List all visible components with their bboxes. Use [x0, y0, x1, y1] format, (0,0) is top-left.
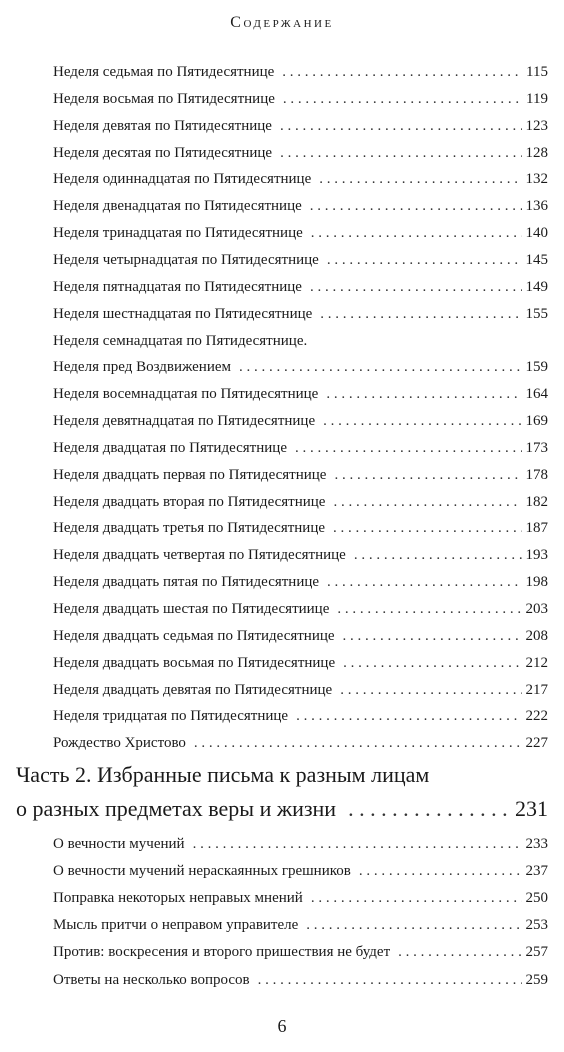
toc-entry — [53, 863, 548, 880]
part2-heading-line2: о разных предметах веры и жизни — [16, 796, 337, 821]
toc-entry-title: Неделя пятнадцатая по Пятидесятнице — [53, 278, 302, 295]
leader-dots — [258, 972, 522, 989]
toc-entry-page: 115 — [526, 64, 548, 80]
toc-entry — [53, 944, 548, 961]
leader-dots — [283, 91, 522, 108]
toc-entry-page: 233 — [525, 836, 548, 852]
leader-dots — [343, 655, 521, 672]
toc-entry-page: 159 — [525, 359, 548, 376]
toc-entry-page: 222 — [525, 708, 548, 725]
toc-entry-title: Неделя пред Воздвижением — [53, 359, 232, 376]
toc-entry — [53, 171, 548, 188]
leader-dots — [333, 494, 521, 511]
toc-entry — [53, 279, 548, 296]
toc-entry-title: Неделя двадцать девятая по Пятидесятнице — [53, 681, 333, 698]
leader-dots — [319, 171, 521, 188]
toc-entry — [53, 413, 548, 430]
toc-entry-title: Неделя одиннадцатая по Пятидесятнице — [53, 171, 312, 188]
leader-dots — [334, 467, 521, 484]
leader-dots — [310, 279, 522, 296]
toc-entry-title: Поправка некоторых неправых мнений — [53, 890, 303, 907]
toc-entry — [53, 890, 548, 907]
leader-dots — [323, 413, 521, 430]
toc-entry — [53, 601, 548, 618]
part2-heading-line1: Часть 2. Избранные письма к разным лицам — [16, 762, 430, 787]
toc-entry-title: Рождество Христово — [53, 735, 186, 752]
toc-entry-title: Неделя двадцать седьмая по Пятидесятнице — [53, 627, 335, 644]
leader-dots — [337, 601, 521, 618]
toc-entry-page: 237 — [525, 863, 548, 880]
leader-dots — [327, 574, 521, 591]
toc-entry — [53, 735, 548, 752]
toc-entry-page: 217 — [525, 681, 548, 698]
toc-entry — [53, 333, 548, 350]
toc-entry-page: 227 — [525, 735, 548, 752]
leader-dots — [306, 917, 521, 934]
leader-dots — [310, 198, 522, 215]
toc-entry — [53, 118, 548, 135]
leader-dots — [295, 440, 522, 457]
leader-dots — [280, 118, 522, 135]
toc-entry-title: Неделя восьмая по Пятидесятнице — [53, 90, 275, 107]
toc-entry-page: 164 — [525, 386, 548, 403]
toc-entry — [53, 574, 548, 591]
leader-dots — [326, 386, 521, 403]
leader-dots — [327, 252, 522, 269]
leader-dots — [282, 64, 522, 81]
leader-dots — [348, 796, 509, 822]
toc-entry-page: 193 — [525, 547, 548, 564]
toc-entry — [53, 91, 548, 108]
toc-entry-title: О вечности мучений нераскаянных грешников — [53, 863, 351, 880]
toc-entry — [53, 836, 548, 853]
toc-entry-page: 203 — [525, 601, 548, 617]
leader-dots — [280, 145, 521, 162]
toc-entry-page: 132 — [525, 171, 548, 188]
toc-entry — [53, 494, 548, 511]
toc-entry-title: Неделя тринадцатая по Пятидесятнице — [53, 225, 303, 242]
toc-entry-title: Неделя двадцать вторая по Пятидесятнице — [53, 493, 326, 510]
part2-heading-entry — [16, 796, 548, 822]
toc-entry — [53, 972, 548, 989]
page-number: 6 — [277, 1016, 287, 1036]
leader-dots — [296, 708, 521, 725]
toc-entry-title: Неделя двенадцатая по Пятидесятнице — [53, 198, 302, 215]
leader-dots — [340, 682, 521, 699]
toc-entry-title: Неделя двадцать четвертая по Пятидесятнице — [53, 547, 346, 564]
toc-entry — [53, 440, 548, 457]
toc-entry-page: 169 — [525, 413, 548, 430]
toc-entry-title: Неделя двадцать пятая по Пятидесятнице — [53, 574, 320, 591]
toc-entry-page: 250 — [525, 890, 548, 907]
toc-entry-title: О вечности мучений — [53, 836, 185, 852]
leader-dots — [333, 520, 521, 537]
toc-entry-title: Неделя девятая по Пятидесятнице — [53, 117, 272, 134]
toc-entry-title: Неделя семнадцатая по Пятидесятнице. — [53, 332, 308, 349]
toc-entry-title: Неделя двадцать первая по Пятидесятнице — [53, 466, 327, 483]
toc-entry-page: 123 — [525, 117, 548, 134]
leader-dots — [354, 547, 522, 564]
toc-entry — [53, 655, 548, 672]
toc-entry-title: Неделя десятая по Пятидесятнице — [53, 144, 273, 161]
toc-entry-page: 257 — [525, 944, 548, 961]
toc-entry-title: Неделя двадцатая по Пятидесятнице — [53, 439, 287, 456]
toc-entry — [53, 359, 548, 376]
toc-entry-title: Против: воскресения и второго пришествия не будет — [53, 944, 391, 961]
toc-entry — [53, 520, 548, 537]
toc-entry-page: 182 — [525, 493, 548, 510]
toc-entry — [53, 198, 548, 215]
toc-entry-title: Неделя седьмая по Пятидесятнице — [53, 64, 275, 80]
toc-entry — [53, 386, 548, 403]
leader-dots — [320, 306, 521, 323]
toc-entry-title: Неделя шестнадцатая по Пятидесятнице — [53, 305, 313, 322]
part2-page-number: 231 — [515, 796, 548, 821]
leader-dots — [311, 225, 522, 242]
toc-entry — [53, 708, 548, 725]
toc-entry-page: 173 — [525, 439, 548, 456]
toc-entry — [53, 225, 548, 242]
toc-entry-page: 253 — [525, 917, 548, 934]
toc-entry-title: Неделя восемнадцатая по Пятидесятнице — [53, 386, 319, 403]
toc-entry-title: Неделя двадцать шестая по Пятидесятиице — [53, 601, 330, 617]
toc-entry-page: 140 — [525, 225, 548, 242]
toc-entry-page: 155 — [525, 305, 548, 322]
toc-entry — [53, 252, 548, 269]
toc-entry — [53, 547, 548, 564]
running-header: Содержание — [230, 14, 334, 31]
leader-dots — [193, 836, 522, 853]
toc-entry-title: Неделя двадцать третья по Пятидесятнице — [53, 520, 326, 537]
toc-entry-page: 198 — [525, 574, 548, 591]
toc-entry — [53, 628, 548, 645]
toc-entry-title: Ответы на несколько вопросов — [53, 971, 250, 988]
leader-dots — [359, 863, 522, 880]
toc-entry-page: 187 — [525, 520, 548, 537]
toc-entry — [53, 917, 548, 934]
toc-entry-title: Неделя четырнадцатая по Пятидесятнице — [53, 251, 319, 268]
toc-entry — [53, 682, 548, 699]
toc-entry-title: Неделя двадцать восьмая по Пятидесятнице — [53, 654, 336, 671]
toc-entry-title: Неделя девятнадцатая по Пятидесятнице — [53, 413, 316, 430]
leader-dots — [194, 735, 522, 752]
toc-entry-page: 136 — [525, 198, 548, 215]
toc-entry — [53, 467, 548, 484]
toc-entry — [53, 145, 548, 162]
toc-entry-title: Неделя тридцатая по Пятидесятнице — [53, 708, 289, 725]
toc-entry — [53, 64, 548, 81]
toc-entry-page: 208 — [525, 627, 548, 644]
leader-dots — [398, 944, 521, 961]
toc-entry-page: 212 — [525, 654, 548, 671]
leader-dots — [343, 628, 522, 645]
leader-dots — [239, 359, 521, 376]
leader-dots — [311, 890, 522, 907]
toc-entry-title: Мысль притчи о неправом управителе — [53, 917, 299, 934]
toc-entry-page: 259 — [525, 971, 548, 988]
toc-entry — [53, 306, 548, 323]
toc-entry-page: 119 — [526, 90, 548, 107]
toc-entry-page: 149 — [525, 278, 548, 295]
toc-entry-page: 145 — [525, 251, 548, 268]
toc-entry-page: 128 — [525, 144, 548, 161]
toc-entry-page: 178 — [525, 466, 548, 483]
